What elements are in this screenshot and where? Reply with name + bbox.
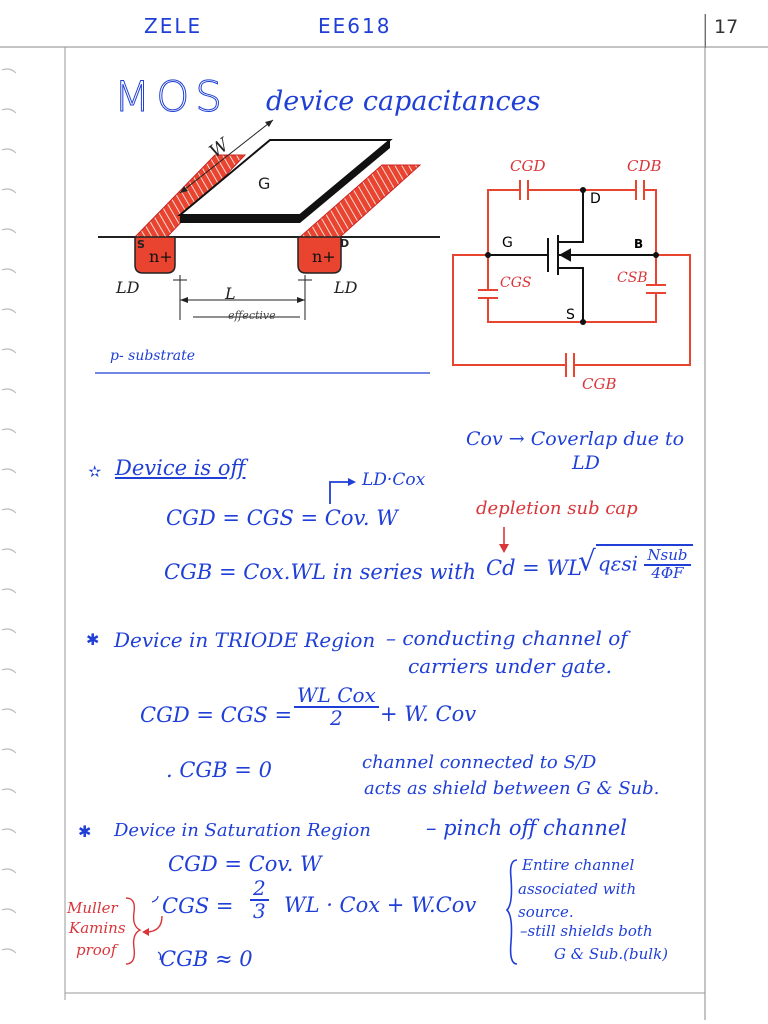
depletion-note: depletion sub cap [476, 498, 638, 519]
triode-eq1-right: + W. Cov [380, 702, 477, 726]
circuit-label-d: D [590, 191, 601, 207]
bullet-star: ✱ [86, 630, 100, 649]
arrow-icon [300, 476, 360, 506]
circuit-label-cgd: CGD [510, 157, 546, 175]
label-substrate: p- substrate [110, 348, 196, 364]
cov-note-ld: LD [572, 452, 600, 474]
side-note-2: Kamins [69, 919, 126, 937]
circuit-label-cgb: CGB [582, 375, 617, 393]
side-note-3: proof [76, 941, 117, 959]
sqrt-numerator: Nsub [644, 548, 690, 566]
down-arrow-icon [494, 525, 514, 555]
label-drain: D [340, 237, 350, 250]
sat-eq2-left: CGS = [162, 894, 234, 918]
triode-fraction-denominator: 2 [330, 706, 343, 730]
label-l: L [225, 284, 236, 303]
sat-fraction-denominator: 3 [253, 899, 266, 923]
circuit-label-cdb: CDB [627, 157, 662, 175]
sqrt-fraction [644, 548, 690, 582]
off-heading: Device is off [115, 456, 246, 480]
side-note-brace-icon [122, 892, 172, 972]
triode-note1: channel connected to S/D [362, 752, 597, 773]
title-text: device capacitances [266, 86, 541, 117]
off-eq2-left: CGB = Cox.WL in series with [164, 560, 477, 584]
sat-note2: associated with [518, 880, 637, 898]
label-ld-right: LD [334, 278, 358, 297]
header-course: EE618 [318, 14, 392, 38]
triode-heading: Device in TRIODE Region [114, 628, 376, 652]
sat-note1: Entire channel [522, 856, 635, 874]
title-mos: MOS [114, 72, 228, 121]
triode-eq2: . CGB = 0 [166, 758, 272, 782]
sqrt-expression: √ qεsi $\frac{\text{Nsub}}{4\Phi F}$ [578, 544, 693, 582]
side-note-1: Muller [67, 899, 118, 917]
sat-note4: –still shields both [520, 922, 653, 940]
sat-eq2-right: WL · Cox + W.Cov [284, 893, 477, 917]
sat-desc: – pinch off channel [426, 816, 628, 840]
triode-fraction-numerator: WL Cox [294, 685, 379, 708]
sat-eq1: CGD = Cov. W [168, 852, 322, 876]
cov-note: Cov → Coverlap due to [466, 428, 685, 450]
off-arrow-note: LD·Cox [362, 470, 426, 490]
circuit-label-csb: CSB [617, 270, 648, 286]
label-w: W [205, 134, 233, 163]
sat-eq2-fraction [250, 878, 269, 922]
label-ld-left: LD [116, 278, 140, 297]
label-nplus-source: n+ [149, 247, 173, 266]
triode-eq1-left: CGD = CGS = [140, 703, 293, 727]
triode-desc2: carriers under gate. [408, 654, 612, 678]
bullet-star: ✱ [78, 822, 92, 841]
off-eq1: CGD = CGS = Cov. W [166, 506, 398, 530]
page-number: 17 [714, 16, 739, 38]
label-source: S [137, 238, 145, 251]
sqrt-denominator: 4ΦF [651, 563, 684, 582]
sat-eq3: CGB ≈ 0 [160, 947, 253, 971]
label-nplus-drain: n+ [312, 247, 336, 266]
circuit-label-g: G [502, 235, 513, 251]
label-effective: effective [228, 309, 276, 322]
triode-note2: acts as shield between G & Sub. [364, 778, 660, 799]
capacitance-circuit-diagram [448, 160, 698, 390]
sat-note3: source. [518, 903, 574, 921]
triode-desc1: – conducting channel of [386, 626, 628, 650]
circuit-label-cgs: CGS [500, 275, 532, 291]
sat-heading: Device in Saturation Region [114, 820, 371, 841]
triode-eq1-fraction [294, 685, 379, 729]
circuit-label-s: S [566, 307, 575, 323]
sat-note5: G & Sub.(bulk) [554, 945, 669, 963]
circuit-label-b: B [634, 237, 644, 251]
sqrt-inside: qεsi [597, 551, 639, 576]
bullet-star: ✫ [88, 462, 102, 481]
sat-fraction-numerator: 2 [250, 878, 269, 901]
off-eq2-right: Cd = WL [486, 556, 582, 580]
header-author: ZELE [144, 14, 203, 38]
label-gate: G [258, 174, 271, 193]
